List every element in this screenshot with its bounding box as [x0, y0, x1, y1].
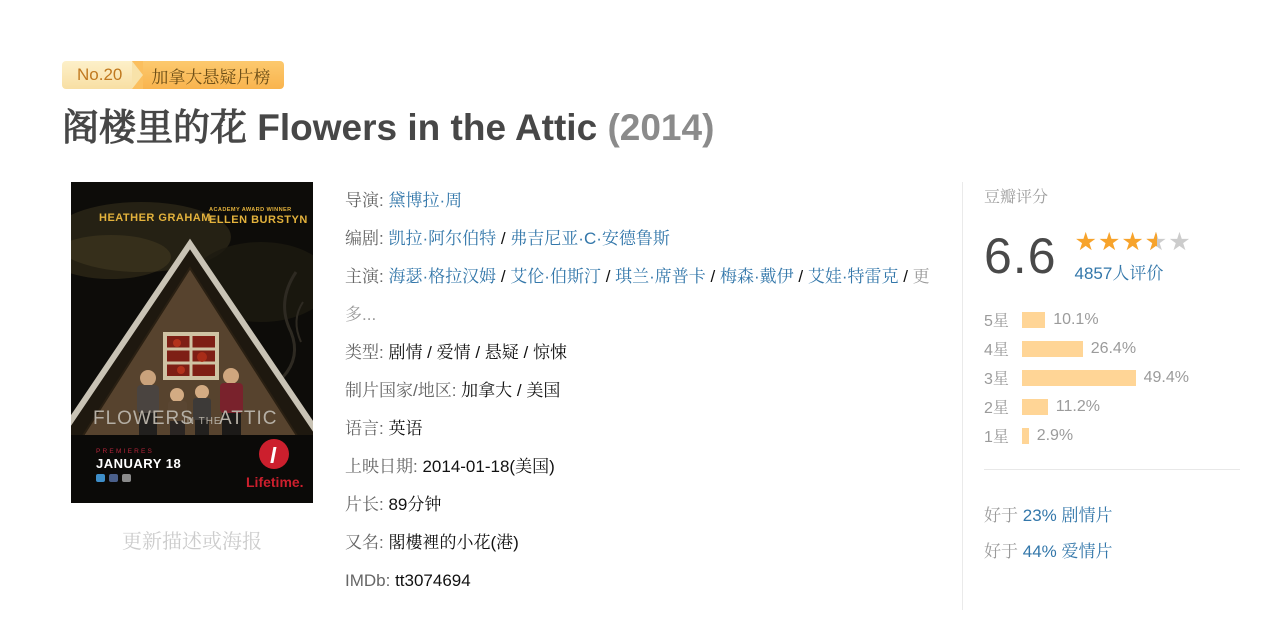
separator: / — [496, 267, 511, 287]
lifetime-wordmark: Lifetime. — [246, 474, 304, 491]
info-label: 类型: — [345, 343, 389, 363]
info-row — [345, 258, 947, 334]
breakdown-percent: 10.1% — [1053, 310, 1099, 328]
more-link[interactable]: 更多... — [345, 267, 930, 325]
poster-premieres-label: PREMIERES — [96, 448, 155, 456]
rating-score: 6.6 — [984, 228, 1057, 285]
ranking-badge[interactable] — [62, 61, 284, 89]
separator: / — [518, 343, 533, 363]
page-title — [62, 104, 1280, 152]
info-label: 片长: — [345, 495, 389, 515]
separator: / — [512, 381, 527, 401]
info-value: 惊悚 — [532, 343, 567, 363]
update-poster-link[interactable]: 更新描述或海报 — [122, 531, 262, 554]
info-value: 爱情 — [436, 343, 471, 363]
star-icon: ★ ★ — [1145, 229, 1168, 255]
divider — [984, 469, 1240, 470]
info-value: 美国 — [526, 381, 561, 401]
better-than-prefix: 好于 — [984, 542, 1023, 562]
breakdown-row — [984, 368, 1262, 389]
poster-actor-right: ELLEN BURSTYN — [209, 214, 308, 227]
info-value: 89分钟 — [388, 495, 442, 515]
movie-title-text: 阁楼里的花 Flowers in the Attic — [62, 107, 598, 148]
info-row — [345, 334, 947, 372]
info-row — [345, 524, 947, 562]
better-than-link[interactable]: 44% 爱情片 — [1022, 542, 1113, 562]
breakdown-bar — [1022, 312, 1045, 328]
info-label: 上映日期: — [345, 457, 423, 477]
svg-text:l: l — [270, 443, 277, 469]
info-value-link[interactable]: 梅森·戴伊 — [719, 267, 794, 287]
info-value-link[interactable]: 黛博拉·周 — [388, 191, 463, 211]
better-than-section — [984, 498, 1262, 570]
info-value-link[interactable]: 凯拉·阿尔伯特 — [388, 229, 497, 249]
info-row — [345, 486, 947, 524]
info-label: 又名: — [345, 533, 389, 553]
rating-breakdown — [984, 310, 1262, 447]
info-value-link[interactable]: 海瑟·格拉汉姆 — [388, 267, 497, 287]
breakdown-percent: 11.2% — [1055, 397, 1100, 415]
info-value: tt3074694 — [395, 571, 471, 591]
poster-social-icons — [96, 474, 131, 482]
info-value: 悬疑 — [484, 343, 519, 363]
poster-title-word1: FLOWERS — [93, 408, 194, 430]
breakdown-percent: 26.4% — [1090, 339, 1137, 357]
info-row — [345, 410, 947, 448]
info-value: 英语 — [388, 419, 423, 439]
rating-votes-link[interactable]: 4857人评价 — [1074, 264, 1164, 284]
better-than-link[interactable]: 23% 剧情片 — [1022, 506, 1113, 526]
star-icon: ★ — [1074, 228, 1098, 257]
info-value-link[interactable]: 艾伦·伯斯汀 — [510, 267, 601, 287]
separator: / — [422, 343, 437, 363]
separator: / — [470, 343, 485, 363]
star-icon: ★ — [1121, 228, 1145, 257]
poster-award-line: ACADEMY AWARD WINNER — [209, 207, 292, 214]
info-row — [345, 448, 947, 486]
ranking-list-name[interactable]: 加拿大悬疑片榜 — [143, 61, 284, 89]
info-value: 2014-01-18(美国) — [422, 457, 555, 477]
separator: / — [793, 267, 808, 287]
info-value: 加拿大 — [461, 381, 513, 401]
info-label: 导演: — [345, 191, 389, 211]
info-value-link[interactable]: 弗吉尼亚·C·安德鲁斯 — [510, 229, 670, 249]
separator: / — [496, 229, 511, 249]
info-value: 閣樓裡的小花(港) — [388, 533, 519, 553]
poster-title-word2: IN THE — [183, 416, 222, 428]
info-label: 编剧: — [345, 229, 389, 249]
better-than-row — [984, 534, 1262, 570]
breakdown-label: 4星 — [984, 342, 1009, 360]
poster-title-word3: ATTIC — [219, 408, 278, 430]
star-icon: ★ — [1097, 228, 1122, 257]
info-label: 主演: — [345, 267, 389, 287]
ranking-number: No.20 — [62, 61, 132, 89]
poster-date: JANUARY 18 — [96, 456, 182, 472]
info-label: 语言: — [345, 419, 389, 439]
content-area — [62, 182, 1280, 610]
breakdown-label: 2星 — [984, 400, 1009, 418]
separator: / — [898, 267, 913, 287]
breakdown-label: 5星 — [984, 313, 1009, 331]
poster-actor-left: HEATHER GRAHAM — [99, 212, 211, 225]
better-than-row — [984, 498, 1262, 534]
movie-poster[interactable] — [71, 182, 313, 503]
breakdown-row — [984, 339, 1262, 360]
breakdown-label: 3星 — [984, 371, 1009, 389]
breakdown-row — [984, 310, 1262, 331]
breakdown-bar — [1022, 370, 1136, 386]
info-row — [345, 182, 947, 220]
breakdown-bar — [1022, 341, 1083, 357]
better-than-prefix: 好于 — [984, 506, 1023, 526]
info-row — [345, 372, 947, 410]
info-row — [345, 562, 947, 600]
info-label: IMDb: — [345, 571, 396, 591]
breakdown-row — [984, 397, 1262, 418]
breakdown-bar — [1022, 399, 1048, 415]
separator: / — [705, 267, 720, 287]
info-value: 剧情 — [388, 343, 423, 363]
rating-panel-title: 豆瓣评分 — [984, 189, 1049, 207]
separator: / — [600, 267, 616, 287]
breakdown-label: 1星 — [984, 429, 1009, 447]
breakdown-row — [984, 426, 1262, 447]
star-icon: ★ — [1168, 228, 1192, 257]
movie-year: (2014) — [607, 107, 715, 148]
movie-info — [345, 182, 947, 610]
info-value-link[interactable]: 艾娃·特雷克 — [807, 267, 899, 287]
breakdown-percent: 49.4% — [1143, 368, 1189, 386]
star-rating — [1075, 229, 1192, 255]
info-value-link[interactable]: 琪兰·席普卡 — [615, 267, 706, 287]
breakdown-percent: 2.9% — [1036, 426, 1074, 444]
breakdown-bar — [1022, 428, 1029, 444]
info-label: 制片国家/地区: — [345, 381, 462, 401]
rating-panel — [962, 182, 1262, 610]
poster-column — [71, 182, 313, 610]
badge-chevron-icon — [132, 61, 143, 89]
info-row — [345, 220, 947, 258]
